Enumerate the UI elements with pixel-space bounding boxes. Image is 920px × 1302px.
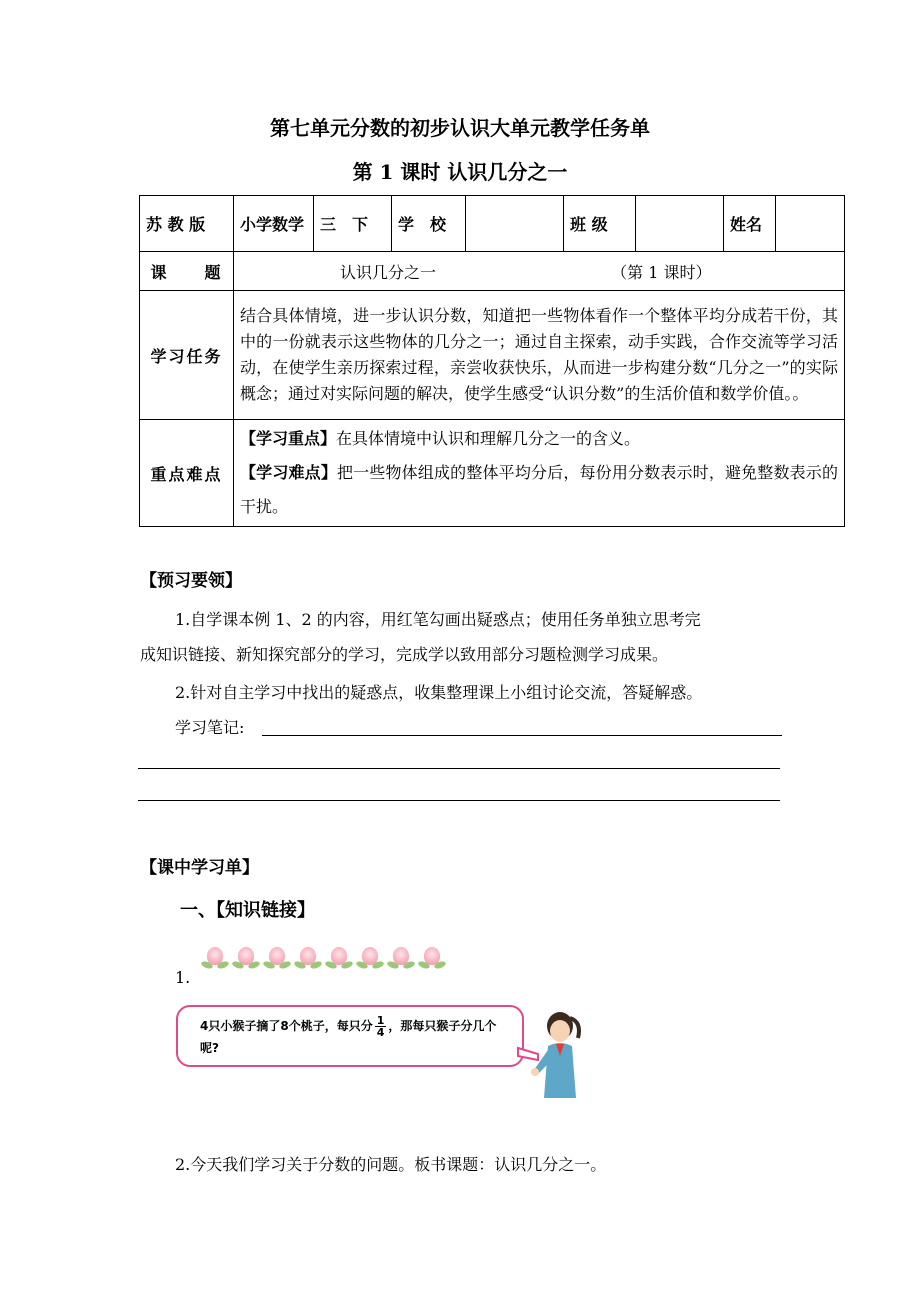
girl-face	[550, 1020, 570, 1042]
lesson-subtitle: 第 1 课时 认识几分之一	[352, 160, 568, 184]
difficulty-text: 把一些物体组成的整体平均分后，每份用分数表示时，避免整数表示的干扰。	[240, 463, 838, 516]
bubble-tail	[518, 1048, 538, 1060]
peach-icon	[358, 946, 382, 972]
period: （第 1 课时）	[611, 262, 712, 282]
notes-line-3[interactable]	[138, 800, 780, 801]
q2-text: 2.今天我们学习关于分数的问题。板书课题：认识几分之一。	[175, 1155, 607, 1174]
fraction	[375, 1015, 387, 1038]
name-field[interactable]	[776, 196, 845, 252]
subject: 小学数学	[234, 196, 314, 252]
peach-icon	[234, 946, 258, 972]
grade: 三 下	[314, 196, 392, 252]
bubble-text-before: 4只小猴子摘了8个桃子，每只分	[200, 1019, 373, 1033]
peach-icon	[327, 946, 351, 972]
class-sheet-heading: 【课中学习单】	[140, 858, 259, 878]
school-field[interactable]	[466, 196, 564, 252]
task-label: 学习任务	[140, 291, 234, 420]
knowledge-link-heading: 一、【知识链接】	[180, 900, 315, 921]
edition: 苏 教 版	[146, 215, 206, 234]
q1-number: 1.	[175, 968, 191, 987]
peach-icon	[296, 946, 320, 972]
preview-item1-line1: 1.自学课本例 1、2 的内容，用红笔勾画出疑惑点；使用任务单独立思考完	[175, 610, 701, 629]
bubble-text-after: ，那每只猴子分几个呢?	[200, 1019, 497, 1055]
difficulty-tag: 【学习难点】	[240, 463, 337, 482]
peach-icon	[420, 946, 444, 972]
peach-icon	[265, 946, 289, 972]
girl-hand	[531, 1068, 539, 1076]
class-label: 班 级	[564, 196, 636, 252]
preview-item1-line2: 成知识链接、新知探究部分的学习，完成学以致用部分习题检测学习成果。	[140, 645, 669, 664]
task-text: 结合具体情境，进一步认识分数，知道把一些物体看作一个整体平均分成若干份，其中的一份就表示这些物体的几分之一；通过自主探索，动手实践，合作交流等学习活动，在使学生亲历探索过程，亲尝收获快乐，从而进一步构建分数“几分之一”的实际概念；通过对实际问题的解决，使学生感受“认识分数”的生活价值和数学价值。。	[234, 291, 845, 420]
info-table	[139, 195, 845, 527]
topic-cell	[234, 252, 845, 291]
key-point-tag: 【学习重点】	[240, 429, 337, 448]
fraction-numerator: 1	[376, 1014, 385, 1027]
bubble-text	[200, 1015, 510, 1058]
class-field[interactable]	[636, 196, 724, 252]
speech-bubble	[176, 1005, 524, 1067]
doc-title: 第七单元分数的初步认识大单元教学任务单	[270, 116, 650, 140]
peach-icon	[389, 946, 413, 972]
peach-icon	[203, 946, 227, 972]
school-label: 学 校	[392, 196, 466, 252]
key-cell	[234, 420, 845, 527]
preview-heading: 【预习要领】	[140, 571, 242, 591]
topic-value: 认识几分之一	[340, 262, 437, 282]
girl-illustration	[512, 1010, 592, 1102]
key-point-text: 在具体情境中认识和理解几分之一的含义。	[336, 429, 641, 448]
notes-line-1[interactable]	[262, 735, 782, 736]
name-label: 姓名	[724, 196, 776, 252]
notes-label: 学习笔记:	[175, 718, 245, 737]
peach-row	[203, 946, 444, 972]
key-label: 重点难点	[140, 420, 234, 527]
edition-cell	[140, 196, 234, 252]
notes-line-2[interactable]	[138, 768, 780, 769]
fraction-denominator: 4	[376, 1026, 385, 1039]
topic-label: 课 题	[140, 252, 234, 291]
preview-item2: 2.针对自主学习中找出的疑惑点，收集整理课上小组讨论交流，答疑解惑。	[175, 683, 703, 702]
